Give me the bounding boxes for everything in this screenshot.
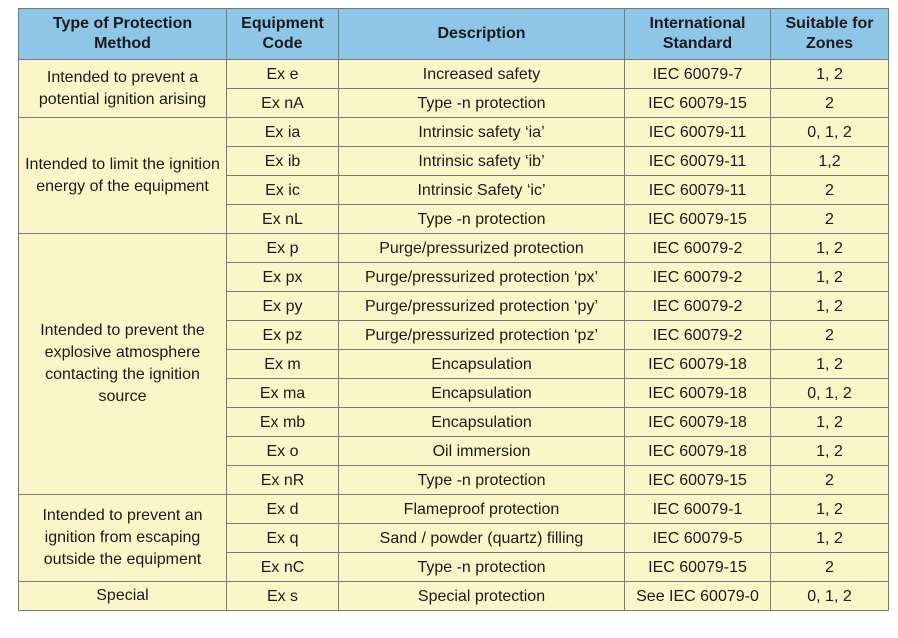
description-cell: Encapsulation — [339, 408, 625, 437]
equipment-code-cell: Ex ib — [227, 147, 339, 176]
equipment-code-cell: Ex pz — [227, 321, 339, 350]
table-row — [19, 118, 889, 147]
equipment-code-cell: Ex ma — [227, 379, 339, 408]
header-zones: Suitable for Zones — [771, 9, 889, 60]
international-standard-cell: See IEC 60079-0 — [625, 582, 771, 611]
suitable-zones-cell: 1,2 — [771, 147, 889, 176]
international-standard-cell: IEC 60079-2 — [625, 234, 771, 263]
suitable-zones-cell: 2 — [771, 321, 889, 350]
international-standard-cell: IEC 60079-15 — [625, 89, 771, 118]
international-standard-cell: IEC 60079-5 — [625, 524, 771, 553]
description-cell: Encapsulation — [339, 350, 625, 379]
equipment-code-cell: Ex nR — [227, 466, 339, 495]
header-standard: International Standard — [625, 9, 771, 60]
equipment-code-cell: Ex q — [227, 524, 339, 553]
table-row — [19, 234, 889, 263]
header-code: Equipment Code — [227, 9, 339, 60]
suitable-zones-cell: 1, 2 — [771, 524, 889, 553]
table-row — [19, 60, 889, 89]
protection-method-cell: Intended to prevent a potential ignition arising — [19, 60, 227, 118]
suitable-zones-cell: 2 — [771, 205, 889, 234]
description-cell: Sand / powder (quartz) filling — [339, 524, 625, 553]
equipment-code-cell: Ex px — [227, 263, 339, 292]
suitable-zones-cell: 0, 1, 2 — [771, 379, 889, 408]
equipment-code-cell: Ex nC — [227, 553, 339, 582]
international-standard-cell: IEC 60079-15 — [625, 205, 771, 234]
equipment-code-cell: Ex m — [227, 350, 339, 379]
equipment-code-cell: Ex o — [227, 437, 339, 466]
international-standard-cell: IEC 60079-18 — [625, 408, 771, 437]
description-cell: Intrinsic Safety ‘ic’ — [339, 176, 625, 205]
header-method: Type of Protection Method — [19, 9, 227, 60]
description-cell: Increased safety — [339, 60, 625, 89]
equipment-code-cell: Ex ic — [227, 176, 339, 205]
international-standard-cell: IEC 60079-2 — [625, 263, 771, 292]
suitable-zones-cell: 0, 1, 2 — [771, 118, 889, 147]
suitable-zones-cell: 1, 2 — [771, 263, 889, 292]
description-cell: Purge/pressurized protection ‘px’ — [339, 263, 625, 292]
suitable-zones-cell: 1, 2 — [771, 234, 889, 263]
equipment-code-cell: Ex py — [227, 292, 339, 321]
suitable-zones-cell: 2 — [771, 466, 889, 495]
international-standard-cell: IEC 60079-15 — [625, 466, 771, 495]
suitable-zones-cell: 1, 2 — [771, 437, 889, 466]
header-row — [19, 9, 889, 60]
equipment-code-cell: Ex s — [227, 582, 339, 611]
description-cell: Type -n protection — [339, 89, 625, 118]
description-cell: Type -n protection — [339, 553, 625, 582]
equipment-code-cell: Ex mb — [227, 408, 339, 437]
description-cell: Intrinsic safety ‘ia’ — [339, 118, 625, 147]
suitable-zones-cell: 2 — [771, 176, 889, 205]
table-row — [19, 582, 889, 611]
description-cell: Purge/pressurized protection ‘py’ — [339, 292, 625, 321]
equipment-code-cell: Ex nL — [227, 205, 339, 234]
protection-method-cell: Intended to prevent an ignition from escaping outside the equipment — [19, 495, 227, 582]
description-cell: Encapsulation — [339, 379, 625, 408]
description-cell: Intrinsic safety ‘ib’ — [339, 147, 625, 176]
suitable-zones-cell: 1, 2 — [771, 350, 889, 379]
international-standard-cell: IEC 60079-2 — [625, 292, 771, 321]
international-standard-cell: IEC 60079-11 — [625, 118, 771, 147]
international-standard-cell: IEC 60079-7 — [625, 60, 771, 89]
suitable-zones-cell: 2 — [771, 553, 889, 582]
international-standard-cell: IEC 60079-18 — [625, 437, 771, 466]
international-standard-cell: IEC 60079-11 — [625, 176, 771, 205]
international-standard-cell: IEC 60079-18 — [625, 379, 771, 408]
description-cell: Type -n protection — [339, 205, 625, 234]
protection-methods-table — [18, 8, 889, 611]
description-cell: Oil immersion — [339, 437, 625, 466]
international-standard-cell: IEC 60079-15 — [625, 553, 771, 582]
description-cell: Flameproof protection — [339, 495, 625, 524]
protection-method-cell: Intended to prevent the explosive atmosphere contacting the ignition source — [19, 234, 227, 495]
international-standard-cell: IEC 60079-2 — [625, 321, 771, 350]
suitable-zones-cell: 1, 2 — [771, 292, 889, 321]
equipment-code-cell: Ex p — [227, 234, 339, 263]
suitable-zones-cell: 1, 2 — [771, 495, 889, 524]
description-cell: Type -n protection — [339, 466, 625, 495]
international-standard-cell: IEC 60079-18 — [625, 350, 771, 379]
protection-method-cell: Intended to limit the ignition energy of the equipment — [19, 118, 227, 234]
description-cell: Purge/pressurized protection — [339, 234, 625, 263]
suitable-zones-cell: 2 — [771, 89, 889, 118]
table-body — [19, 60, 889, 611]
equipment-code-cell: Ex e — [227, 60, 339, 89]
table-row — [19, 495, 889, 524]
header-description: Description — [339, 9, 625, 60]
description-cell: Purge/pressurized protection ‘pz’ — [339, 321, 625, 350]
equipment-code-cell: Ex nA — [227, 89, 339, 118]
equipment-code-cell: Ex ia — [227, 118, 339, 147]
suitable-zones-cell: 0, 1, 2 — [771, 582, 889, 611]
suitable-zones-cell: 1, 2 — [771, 60, 889, 89]
international-standard-cell: IEC 60079-11 — [625, 147, 771, 176]
international-standard-cell: IEC 60079-1 — [625, 495, 771, 524]
protection-method-cell: Special — [19, 582, 227, 611]
description-cell: Special protection — [339, 582, 625, 611]
equipment-code-cell: Ex d — [227, 495, 339, 524]
suitable-zones-cell: 1, 2 — [771, 408, 889, 437]
